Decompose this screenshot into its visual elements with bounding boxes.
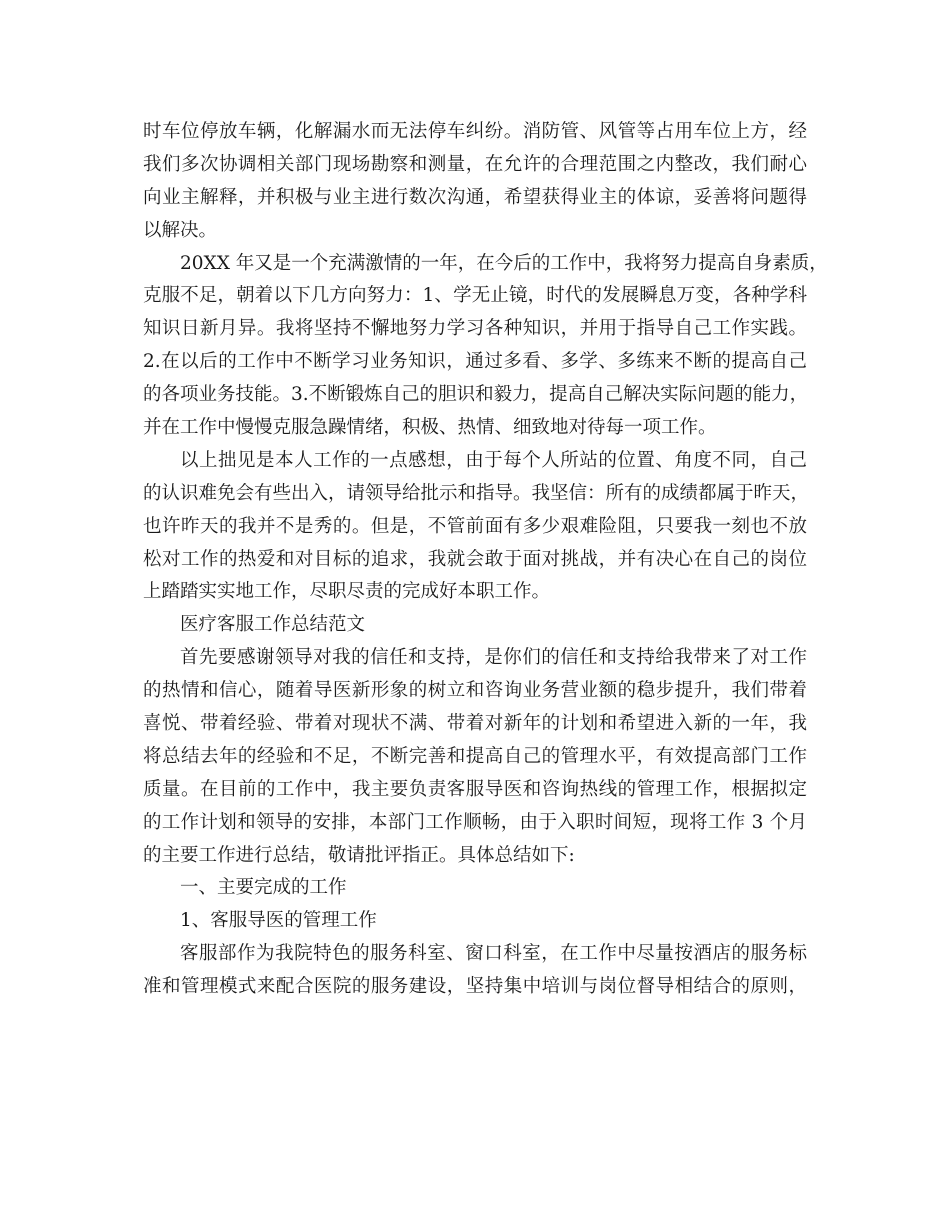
text-line: 时车位停放车辆，化解漏水而无法停车纠纷。消防管、风管等占用车位上方，经 (143, 121, 807, 142)
document-body (143, 116, 828, 1004)
text-line: 并在工作中慢慢克服急躁情绪，积极、热情、细致地对待每一项工作。 (143, 417, 717, 439)
text-line: 上踏踏实实地工作，尽职尽责的完成好本职工作。 (143, 581, 551, 603)
text-line: 1、客服导医的管理工作 (180, 910, 377, 932)
text-line: 的各项业务技能。3.不断锻炼自己的胆识和毅力，提高自己解决实际问题的能力， (143, 384, 809, 406)
text-line: 松对工作的热爱和对目标的追求，我就会敢于面对挑战，并有决心在自己的岗位 (143, 548, 807, 570)
text-line: 也许昨天的我并不是秀的。但是，不管前面有多少艰难险阻，只要我一刻也不放 (143, 515, 807, 537)
text-line: 克服不足，朝着以下几方向努力：1、学无止镜，时代的发展瞬息万变，各种学科 (143, 285, 807, 307)
text-line: 将总结去年的经验和不足，不断完善和提高自己的管理水平，有效提高部门工作 (143, 745, 807, 767)
text-line: 质量。在目前的工作中，我主要负责客服导医和咨询热线的管理工作，根据拟定 (143, 778, 807, 800)
text-line: 的主要工作进行总结，敬请批评指正。具体总结如下: (143, 844, 575, 866)
text-line: 我们多次协调相关部门现场勘察和测量，在允许的合理范围之内整改，我们耐心 (143, 153, 807, 175)
text-line: 知识日新月异。我将坚持不懈地努力学习各种知识，并用于指导自己工作实践。 (143, 318, 807, 340)
text-line: 的工作计划和领导的安排，本部门工作顺畅，由于入职时间短，现将工作 3 个月 (143, 811, 807, 833)
text-line: 以上拙见是本人工作的一点感想，由于每个人所站的位置、角度不同，自己 (180, 449, 807, 471)
text-line: 2.在以后的工作中不断学习业务知识，通过多看、多学、多练来不断的提高自己 (143, 351, 807, 373)
text-line: 以解决。 (143, 219, 218, 241)
text-line: 医疗客服工作总结范文 (180, 614, 366, 636)
text-line: 的热情和信心，随着导医新形象的树立和咨询业务营业额的稳步提升，我们带着 (143, 680, 807, 702)
text-line: 向业主解释，并积极与业主进行数次沟通，希望获得业主的体谅，妥善将问题得 (143, 186, 807, 208)
text-line: 喜悦、带着经验、带着对现状不满、带着对新年的计划和希望进入新的一年，我 (143, 713, 807, 735)
text-line: 客服部作为我院特色的服务科室、窗口科室，在工作中尽量按酒店的服务标 (180, 943, 807, 965)
text-line: 一、主要完成的工作 (180, 877, 347, 899)
text-line: 20XX 年又是一个充满激情的一年，在今后的工作中，我将努力提高自身素质， (180, 252, 828, 274)
text-line: 首先要感谢领导对我的信任和支持，是你们的信任和支持给我带来了对工作 (180, 647, 807, 669)
text-line: 的认识难免会有些出入，请领导给批示和指导。我坚信：所有的成绩都属于昨天， (143, 482, 810, 504)
text-line: 准和管理模式来配合医院的服务建设，坚持集中培训与岗位督导相结合的原则， (143, 976, 807, 998)
